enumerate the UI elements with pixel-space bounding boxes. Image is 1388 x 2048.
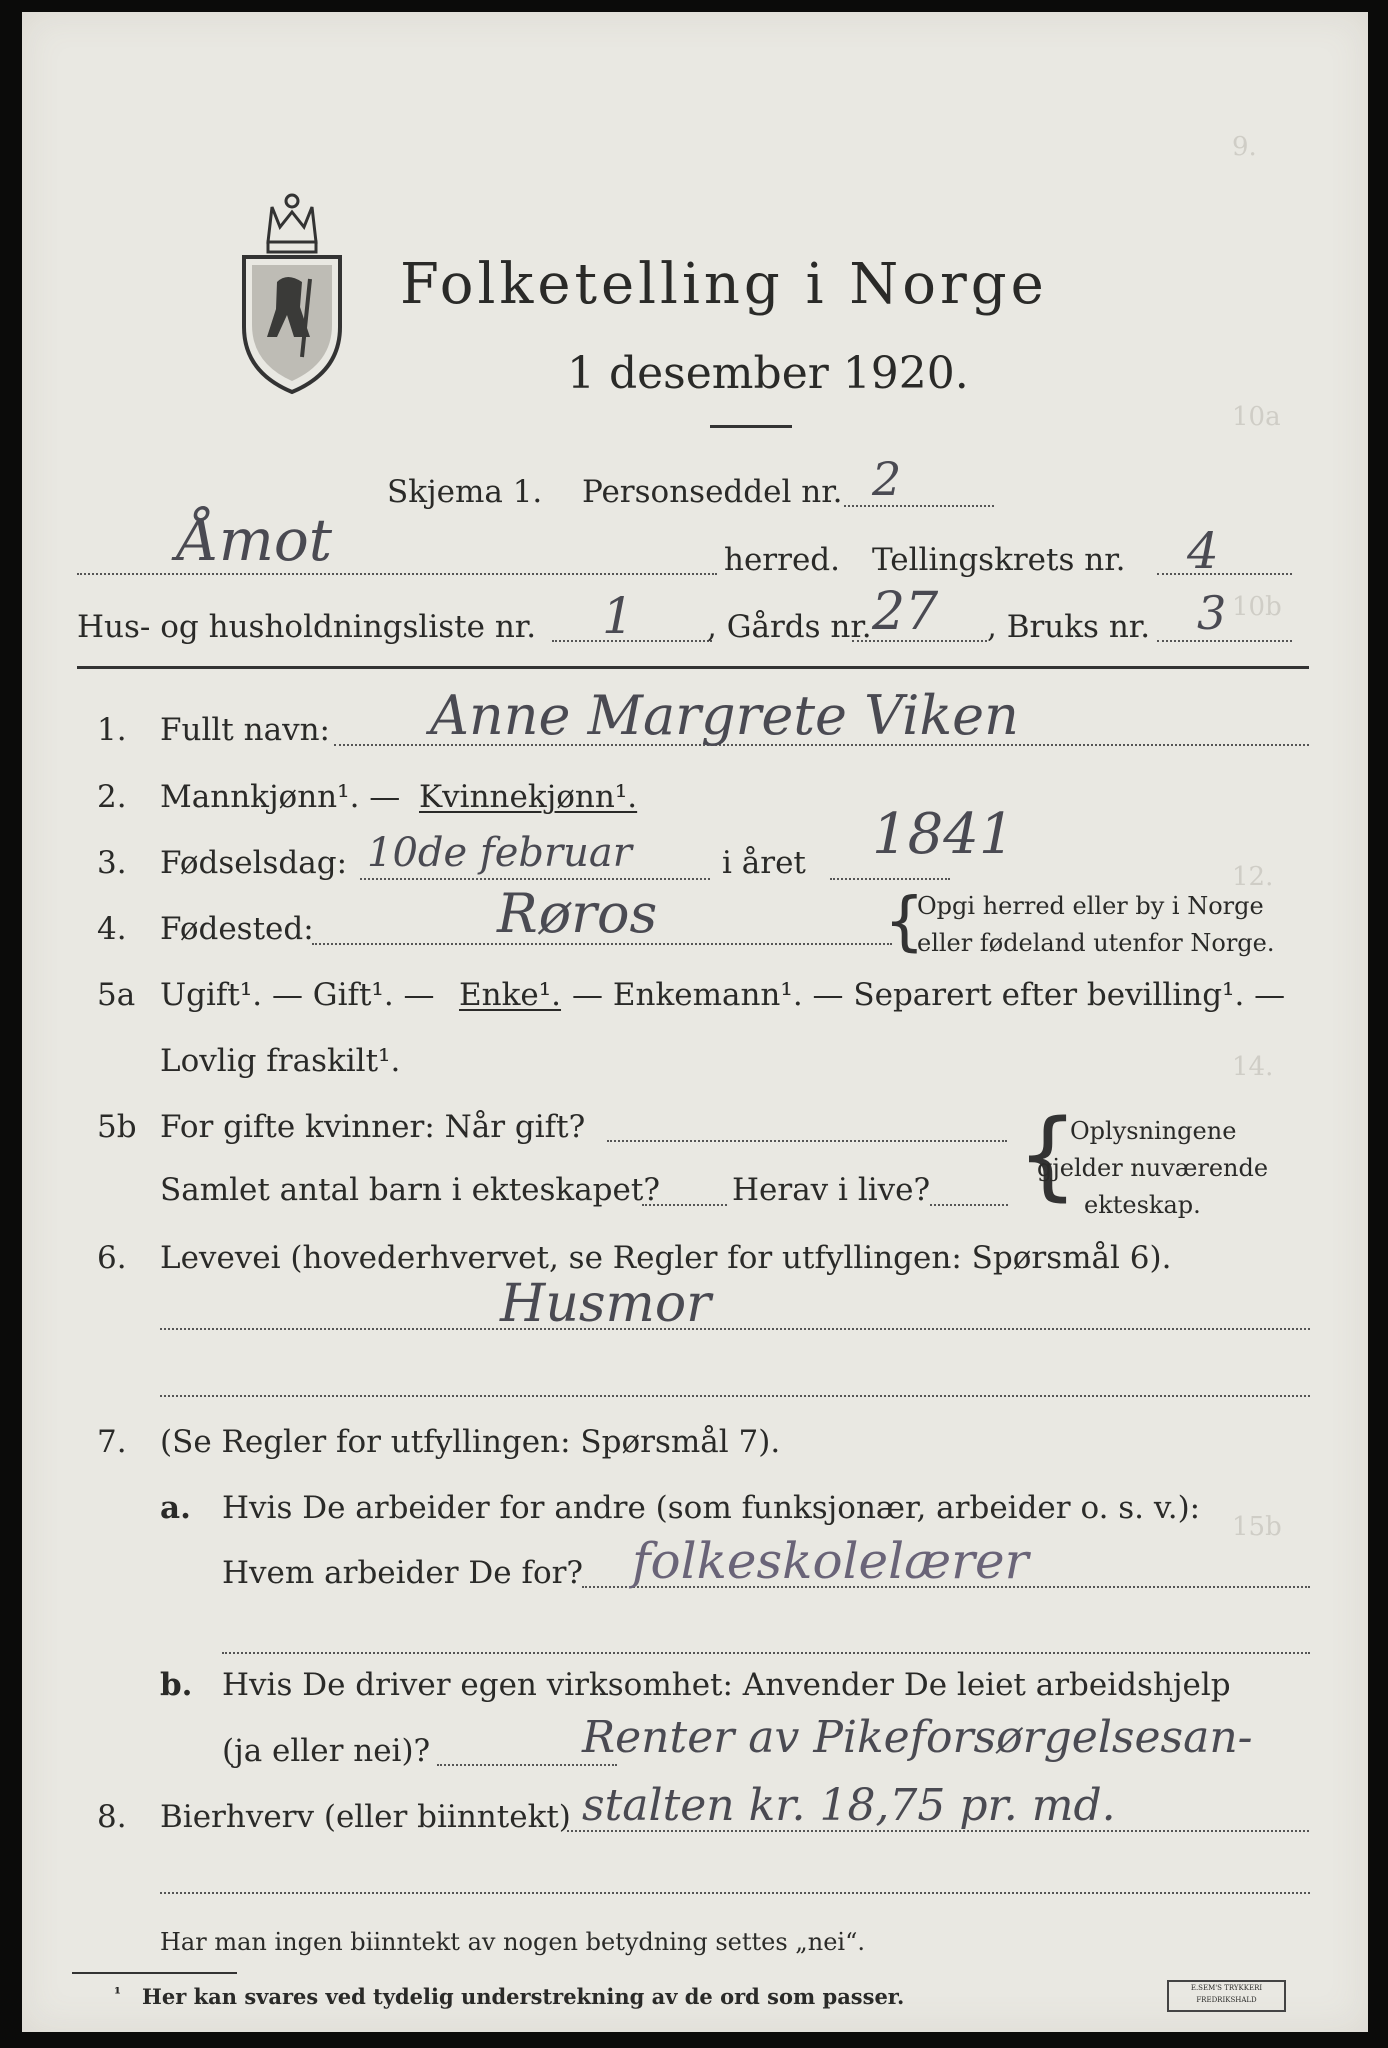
section-divider — [77, 666, 1309, 669]
gards-value: 27 — [872, 582, 939, 642]
q5a-number: 5a — [97, 977, 136, 1013]
q5b-line2a: Samlet antal barn i ekteskapet? — [160, 1172, 660, 1208]
q7b-marker: b. — [160, 1667, 193, 1703]
q7-label: (Se Regler for utfyllingen: Spørsmål 7). — [160, 1424, 781, 1460]
bleed-through-text: 10a — [1232, 402, 1281, 432]
footer-note: Har man ingen biinntekt av nogen betydning settes „nei“. — [160, 1928, 865, 1956]
q3-label: Fødselsdag: — [160, 845, 348, 881]
q6-label: Levevei (hovederhvervet, se Regler for utfyllingen: Spørsmål 6). — [160, 1240, 1172, 1276]
q5b-line2b: Herav i live? — [732, 1172, 931, 1208]
q4-note-line1: Opgi herred eller by i Norge — [917, 892, 1264, 920]
bleed-through-text: 15b — [1232, 1512, 1282, 1542]
q3-number: 3. — [97, 845, 127, 881]
q4-note-brace: { — [884, 885, 925, 959]
q1-number: 1. — [97, 712, 127, 748]
q7b-line1: Hvis De driver egen virksomhet: Anvender De leiet arbeidshjelp — [222, 1667, 1231, 1703]
bruks-value: 3 — [1197, 586, 1227, 640]
gards-label: , Gårds nr. — [707, 609, 872, 645]
footnote-divider — [72, 1972, 237, 1974]
form-title: Folketelling i Norge — [400, 252, 1048, 317]
printer-stamp: E.SEM'S TRYKKERI FREDRIKSHALD — [1167, 1980, 1286, 2012]
title-divider — [710, 425, 792, 428]
q7a-extra-line — [222, 1652, 1310, 1654]
q5a-line2: Lovlig fraskilt¹. — [160, 1043, 401, 1079]
form-date: 1 desember 1920. — [567, 348, 969, 399]
hus-value: 1 — [602, 587, 634, 645]
q8-number: 8. — [97, 1799, 127, 1835]
q1-label: Fullt navn: — [160, 712, 330, 748]
q2-number: 2. — [97, 779, 127, 815]
q8-value-line2: stalten kr. 18,75 pr. md. — [582, 1780, 1116, 1831]
q7a-line1: Hvis De arbeider for andre (som funksjonær, arbeider o. s. v.): — [222, 1490, 1201, 1526]
q4-value: Røros — [497, 882, 658, 945]
bleed-through-text: 9. — [1232, 132, 1257, 162]
q8-line1 — [567, 1830, 1309, 1832]
q5a-ugift-gift: Ugift¹. — Gift¹. — — [160, 977, 435, 1013]
q4-note-line2: eller fødeland utenfor Norge. — [917, 929, 1275, 957]
personseddel-value: 2 — [872, 452, 902, 506]
herred-line — [77, 573, 717, 575]
census-form — [22, 12, 1368, 2032]
q6-number: 6. — [97, 1240, 127, 1276]
q8-label: Bierhverv (eller biinntekt) — [160, 1799, 571, 1835]
personseddel-line — [844, 505, 994, 507]
skjema-label: Skjema 1. — [387, 474, 543, 510]
tellingskrets-label: Tellingskrets nr. — [872, 542, 1126, 578]
q5b-note-brace: { — [1017, 1099, 1079, 1211]
q7a-value: folkeskolelærer — [632, 1532, 1029, 1590]
q6-value: Husmor — [500, 1274, 711, 1334]
q4-number: 4. — [97, 911, 127, 947]
q5b-line1: For gifte kvinner: Når gift? — [160, 1109, 586, 1145]
q5a-enke-underlined: Enke¹. — [459, 977, 562, 1013]
q7b-line — [437, 1764, 617, 1766]
q8-value-line1: Renter av Pikeforsørgelsesan- — [582, 1712, 1253, 1763]
q2-mann: Mannkjønn¹. — — [160, 779, 401, 815]
q1-value: Anne Margrete Viken — [430, 684, 1019, 747]
q7-number: 7. — [97, 1424, 127, 1460]
q5a-rest: — Enkemann¹. — Separert efter bevilling¹. — — [572, 977, 1286, 1013]
footnote-text: Her kan svares ved tydelig understrekning av de ord som passer. — [142, 1984, 905, 2009]
q5b-children-line — [642, 1204, 727, 1206]
bleed-through-text: 12. — [1232, 862, 1274, 892]
q5b-alive-line — [930, 1204, 1008, 1206]
q2-kvinne-underlined: Kvinnekjønn¹. — [419, 779, 638, 815]
q3-year-label: i året — [722, 845, 806, 881]
herred-value: Åmot — [177, 506, 333, 574]
q5b-number: 5b — [97, 1109, 137, 1145]
tellingskrets-value: 4 — [1187, 522, 1219, 580]
q3-year-line — [830, 878, 950, 880]
q5b-when-line — [607, 1140, 1007, 1142]
q3-day-line — [360, 878, 710, 880]
q7a-marker: a. — [160, 1490, 191, 1526]
q5b-note-line2: gjelder nuværende — [1037, 1154, 1269, 1182]
q6-line1 — [160, 1328, 1310, 1330]
q5b-note-line3: ekteskap. — [1084, 1191, 1201, 1219]
tellingskrets-line — [1157, 573, 1292, 575]
bruks-line — [1157, 640, 1292, 642]
hus-label: Hus- og husholdningsliste nr. — [77, 609, 537, 645]
q5b-note-line1: Oplysningene — [1070, 1117, 1237, 1145]
q4-label: Fødested: — [160, 911, 314, 947]
q7a-line2: Hvem arbeider De for? — [222, 1555, 584, 1591]
bleed-through-text: 10b — [1232, 592, 1282, 622]
bleed-through-text: 14. — [1232, 1052, 1274, 1082]
herred-label: herred. — [724, 542, 840, 578]
q8-line2 — [160, 1892, 1310, 1894]
norwegian-coat-of-arms-icon — [232, 187, 352, 397]
q3-year-value: 1841 — [872, 802, 1015, 867]
q3-day-value: 10de februar — [367, 830, 632, 876]
bruks-label: , Bruks nr. — [987, 609, 1151, 645]
personseddel-label: Personseddel nr. — [582, 474, 843, 510]
q6-line2 — [160, 1395, 1310, 1397]
q7b-line2: (ja eller nei)? — [222, 1733, 431, 1769]
footnote-mark: ¹ — [114, 1984, 122, 2003]
